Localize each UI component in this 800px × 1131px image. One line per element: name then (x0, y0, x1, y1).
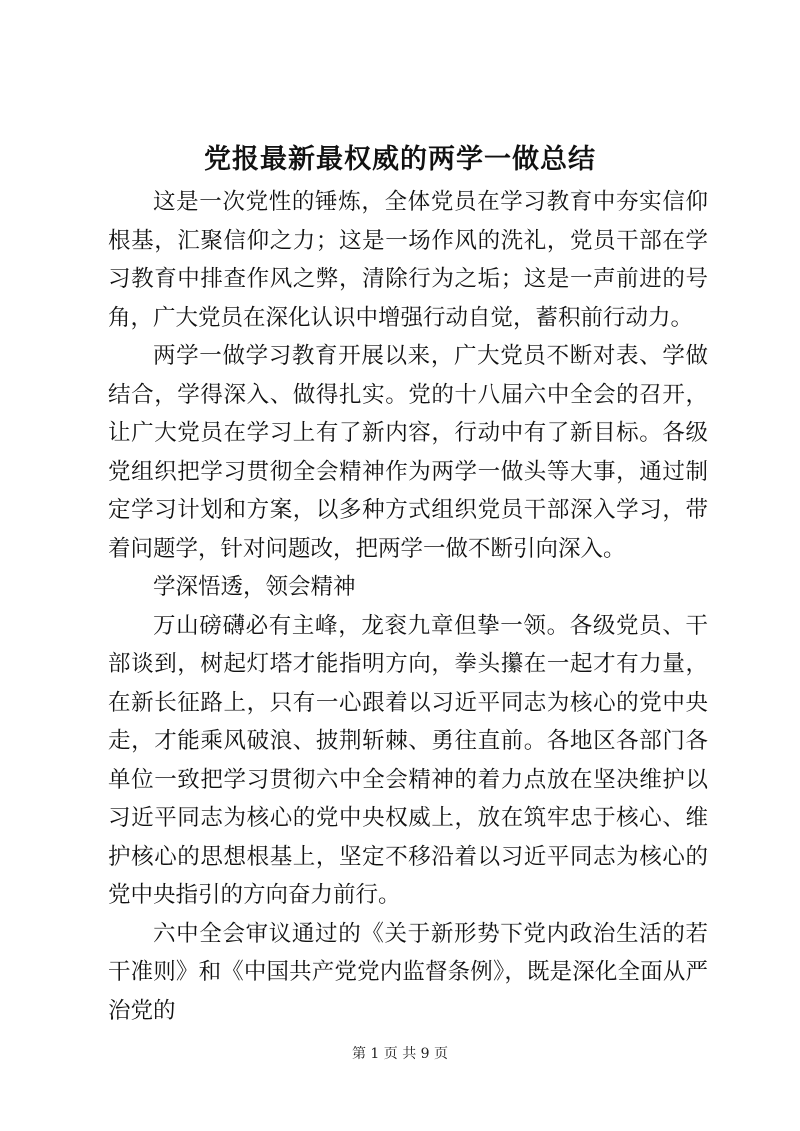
page-footer: 第 1 页 共 9 页 (351, 1046, 449, 1062)
document-title: 党报最新最权威的两学一做总结 (204, 144, 596, 175)
paragraph-2: 两学一做学习教育开展以来，广大党员不断对表、学做结合，学得深入、做得扎实。党的十八届六中全会的召开，让广大党员在学习上有了新内容，行动中有了新目标。各级党组织把学习贯彻全会精神作为两学一做头等大事，通过制定学习计划和方案，以多种方式组织党员干部深入学习，带着问题学，针对问题改，把两学一做不断引向深入。 (108, 343, 708, 562)
document-body (108, 183, 708, 1030)
section-heading: 学深悟透，领会精神 (153, 574, 356, 600)
paragraph-1: 这是一次党性的锤炼，全体党员在学习教育中夯实信仰根基，汇聚信仰之力；这是一场作风的洗礼，党员干部在学习教育中排查作风之弊，清除行为之垢；这是一声前进的号角，广大党员在深化认识中增强行动自觉，蓄积前行动力。 (108, 189, 708, 331)
paragraph-3: 万山磅礴必有主峰，龙衮九章但挚一领。各级党员、干部谈到，树起灯塔才能指明方向，拳头攥在一起才有力量，在新长征路上，只有一心跟着以习近平同志为核心的党中央走，才能乘风破浪、披荆斩棘、勇往直前。各地区各部门各单位一致把学习贯彻六中全会精神的着力点放在坚决维护以习近平同志为核心的党中央权威上，放在筑牢忠于核心、维护核心的思想根基上，坚定不移沿着以习近平同志为核心的党中央指引的方向奋力前行。 (108, 612, 708, 908)
paragraph-4: 六中全会审议通过的《关于新形势下党内政治生活的若干准则》和《中国共产党党内监督条例》，既是深化全面从严治党的 (108, 920, 708, 1024)
